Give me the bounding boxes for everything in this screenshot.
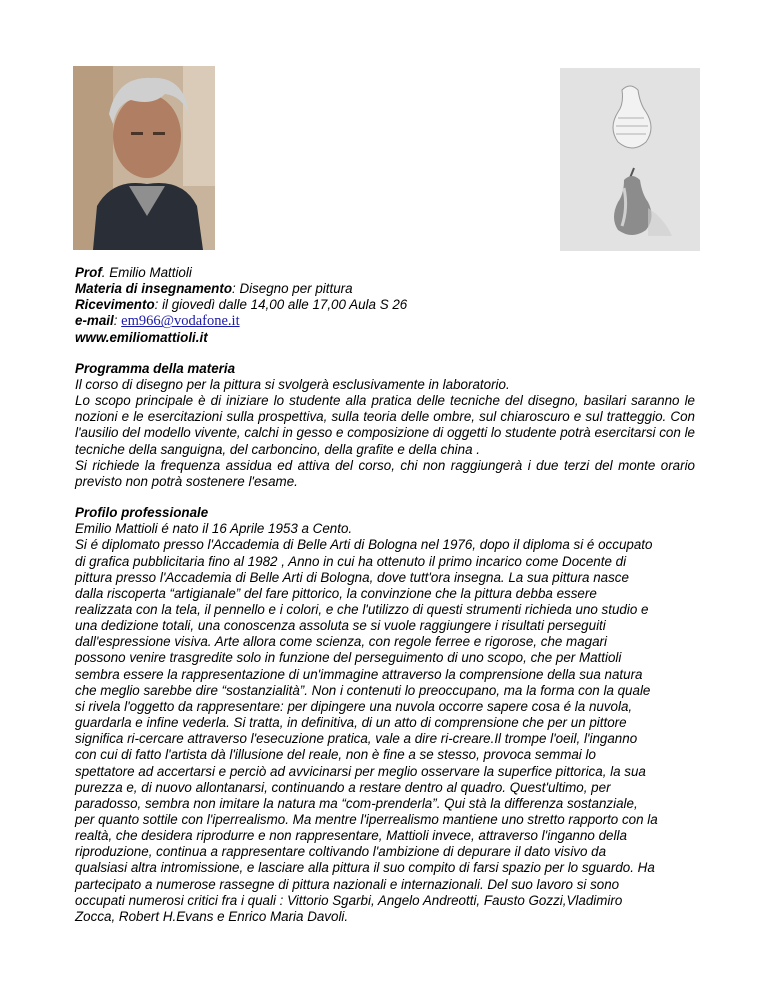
email-link[interactable]: em966@vodafone.it [121,313,240,330]
program-paragraph: Il corso di disegno per la pittura si svolgerà esclusivamente in laboratorio. [75,376,510,392]
program-heading: Programma della materia [75,360,236,376]
email-separator: : [113,313,122,329]
website-line [75,330,695,346]
profile-line: occupati numerosi critici fra i quali : Vittorio Sgarbi, Angelo Andreotti, Fausto Gozzi,Vladimiro [75,892,623,908]
program-paragraph: Lo scopo principale è di iniziare lo studente alla pratica delle tecniche del disegno, basilari saranno le nozioni e le esercitazioni sulla prospettiva, sulla teoria delle ombre, sul chiaroscuro e sul tratteggio. Con l'ausilio del modello vivente, calchi in gesso e composizione di oggetti lo studente potrà esercitarsi con le tecniche della sanguigna, del carboncino, della grafite e della china . [75,393,695,457]
profile-line: Zocca, Robert H.Evans e Enrico Maria Davoli. [75,908,349,924]
profile-line: Si é diplomato presso l'Accademia di Belle Arti di Bologna nel 1976, dopo il diploma si é occupato [75,537,653,553]
website-link[interactable]: www.emiliomattioli.it [75,329,208,345]
profile-line: dalla riscoperta “artigianale” del fare pittorico, la convinzione che la pittura debba essere [75,585,597,601]
profile-line: dall'espressione visiva. Arte allora come scienza, con regole ferree e rigorose, che magari [75,634,607,650]
profile-line: significa ri-cercare attraverso l'esecuzione pratica, vale a dire ri-creare.Il trompe l'oeil, l'inganno [75,731,638,747]
profile-line: realtà, che desidera riprodurre e non rappresentare, Mattioli invece, attraverso l'inganno della [75,828,627,844]
subject-line [75,281,695,297]
profile-section [75,505,695,925]
profile-heading: Profilo professionale [75,505,209,521]
profile-line: di grafica pubblicitaria fino al 1982 , Anno in cui ha ottenuto il primo incarico come Docente di [75,553,627,569]
program-paragraph: Si richiede la frequenza assidua ed attiva del corso, chi non raggiungerà i due terzi del monte orario previsto non potrà sostenere l'esame. [75,457,695,489]
document-body [75,265,695,940]
profile-line: purezza e, di nuovo allontanarsi, continuando a restare dentro al quadro. Quest'ultimo, per [75,779,611,795]
email-line [75,313,695,329]
profile-line: per quanto sottile con l'iperrealismo. Ma mentre l'iperrealismo mantiene uno stretto rapporto con la [75,812,658,827]
contact-block [75,265,695,346]
profile-line: pittura presso l'Accademia di Belle Arti di Bologna, dove tutt'ora insegna. La sua pittura nasce [75,569,629,585]
professor-label: Prof [75,265,102,280]
subject-label: Materia di insegnamento [75,281,232,297]
professor-name: . Emilio Mattioli [101,265,192,280]
profile-line: guardarla e infine vederla. Si tratta, in definitiva, di un atto di comprensione che per un pittore [75,715,627,731]
profile-line: realizzata con la tela, il pennello e i colori, e che l'utilizzo di questi strumenti richieda uno studio e [75,601,649,617]
profile-line: spettatore ad accertarsi e perciò ad avvicinarsi per meglio osservare la superfice pittorica, la sua [75,763,646,779]
office-hours-label: Ricevimento [75,297,155,313]
profile-line: una dedizione totali, una conoscenza assoluta se si vuole raggiungere i risultati perseguiti [75,618,606,634]
profile-line: qualsiasi altra intromissione, e lasciare alla pittura il suo compito di farsi spazio per lo sguardo. Ha [75,860,655,876]
profile-line: paradosso, sembra non imitare la natura ma “com-prenderla”. Qui stà la differenza sostanziale, [75,795,638,811]
office-hours-value: : il giovedì dalle 14,00 alle 17,00 Aula S 26 [154,297,408,313]
profile-line: riproduzione, continua a rappresentare coltivando l'ambizione di depurare il dato visivo da [75,844,607,860]
subject-value: : Disegno per pittura [232,281,353,297]
profile-line: sembra essere la rappresentazione di un'immagine attraverso la comprensione della sua natura [75,666,643,682]
pear-artwork-image [560,68,700,251]
profile-line: che meglio sarebbe dire “sostanzialità”. Non i contenuti lo preoccupano, ma la forma con la quale [75,682,651,698]
profile-line: con cui di fatto l'artista dà l'illusione del reale, non è fine a se stesso, provoca semmai lo [75,747,596,763]
office-hours-line [75,297,695,313]
program-section [75,361,695,490]
profile-line: possono venire trasgredite solo in funzione del perseguimento di uno scopo, che per Mattioli [75,650,622,666]
portrait-photo [73,66,215,250]
profile-line: partecipato a numerose rassegne di pittura nazionali e internazionali. Del suo lavoro si sono [75,876,620,892]
profile-line: Emilio Mattioli é nato il 16 Aprile 1953 a Cento. [75,521,353,537]
profile-line: si rivela l'oggetto da rappresentare: per dipingere una nuvola occorre sapere cosa é la nuvola, [75,698,633,714]
professor-line [75,265,695,281]
email-label: e-mail [75,313,114,329]
